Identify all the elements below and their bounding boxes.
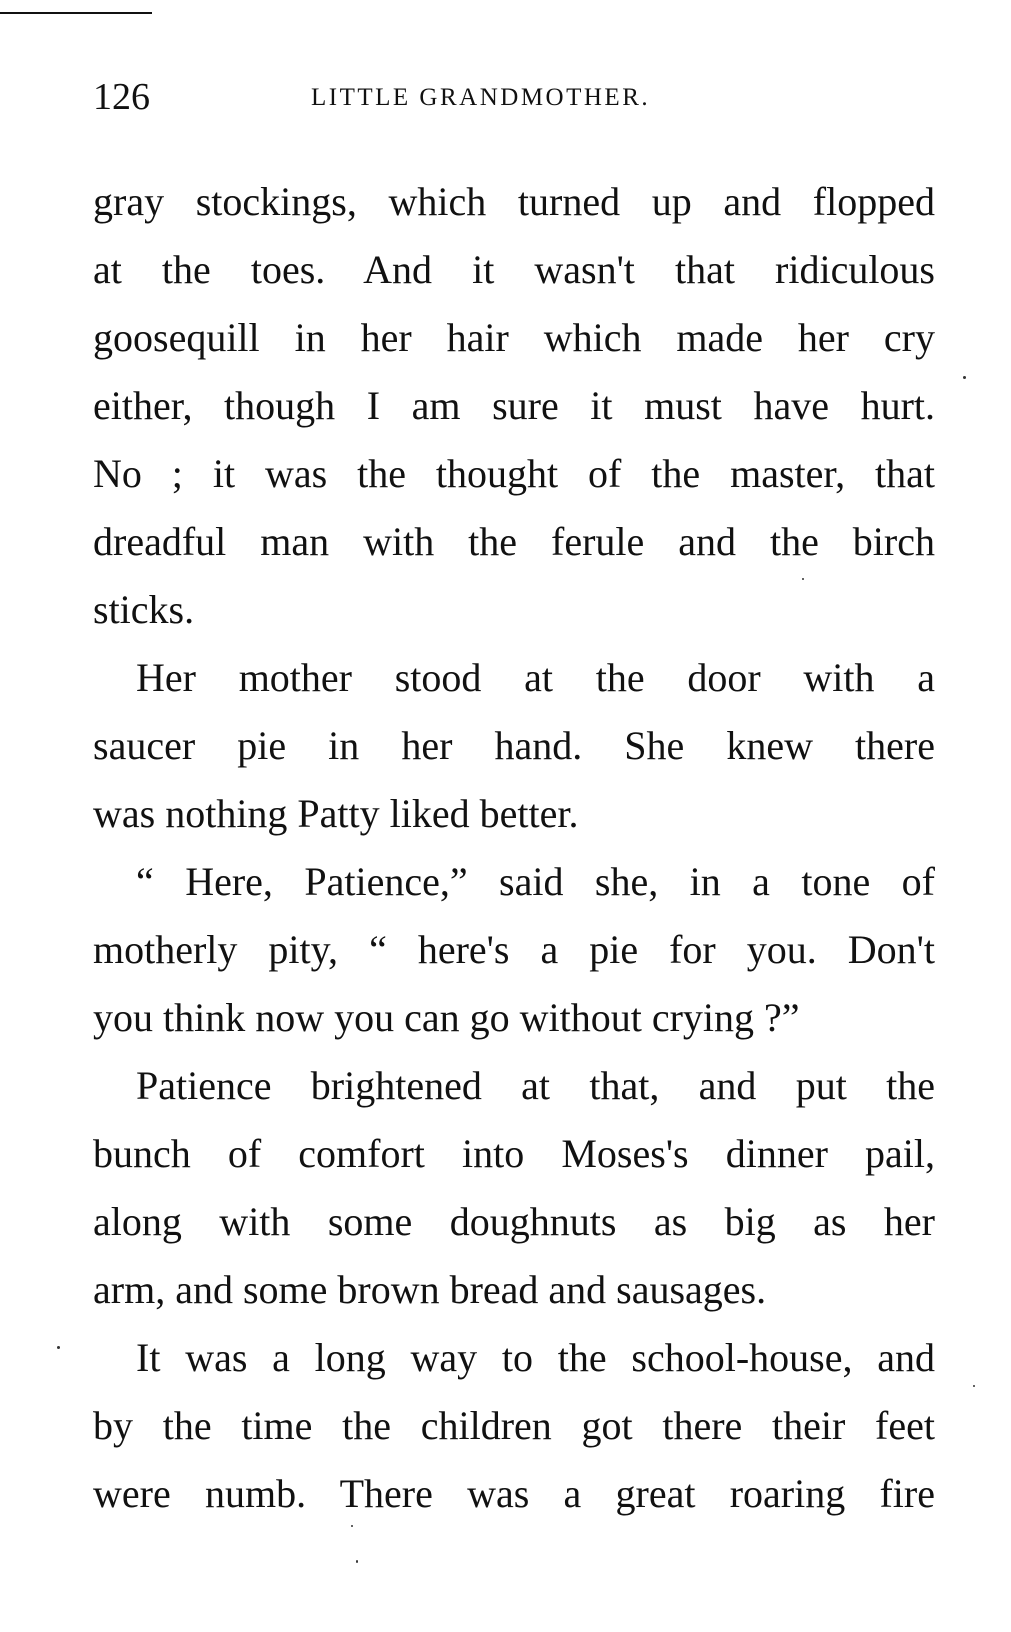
text-line: was nothing Patty liked better. — [93, 791, 579, 836]
body-text — [93, 168, 935, 1528]
text-line: by the time the children got there their feet — [93, 1403, 935, 1448]
text-line: dreadful man with the ferule and the birch — [93, 519, 935, 564]
text-line: either, though I am sure it must have hurt. — [93, 383, 935, 428]
text-line: “ Here, Patience,” said she, in a tone of — [136, 859, 935, 904]
scan-speck — [802, 578, 804, 580]
text-line: you think now you can go without crying ?” — [93, 995, 800, 1040]
text-line: motherly pity, “ here's a pie for you. Don't — [93, 927, 935, 972]
scan-speck — [356, 1560, 358, 1563]
text-line: Patience brightened at that, and put the — [136, 1063, 935, 1108]
text-line: Her mother stood at the door with a — [136, 655, 935, 700]
scan-speck — [351, 1525, 353, 1527]
top-rule — [0, 12, 152, 14]
text-line: were numb. There was a great roaring fire — [93, 1471, 935, 1516]
text-line: bunch of comfort into Moses's dinner pail, — [93, 1131, 935, 1176]
scan-speck — [963, 376, 966, 379]
text-line: No ; it was the thought of the master, that — [93, 451, 935, 496]
scan-speck — [973, 1385, 975, 1387]
text-line: along with some doughnuts as big as her — [93, 1199, 935, 1244]
text-line: sticks. — [93, 587, 195, 632]
text-line: arm, and some brown bread and sausages. — [93, 1267, 767, 1312]
page-number: 126 — [93, 76, 150, 118]
text-line: saucer pie in her hand. She knew there — [93, 723, 935, 768]
running-head — [93, 72, 933, 122]
scan-speck — [57, 1346, 60, 1349]
text-line: It was a long way to the school-house, and — [136, 1335, 935, 1380]
running-title: LITTLE GRANDMOTHER. — [311, 84, 651, 111]
text-line: goosequill in her hair which made her cry — [93, 315, 935, 360]
text-line: gray stockings, which turned up and flopped — [93, 179, 935, 224]
text-line: at the toes. And it wasn't that ridiculous — [93, 247, 935, 292]
